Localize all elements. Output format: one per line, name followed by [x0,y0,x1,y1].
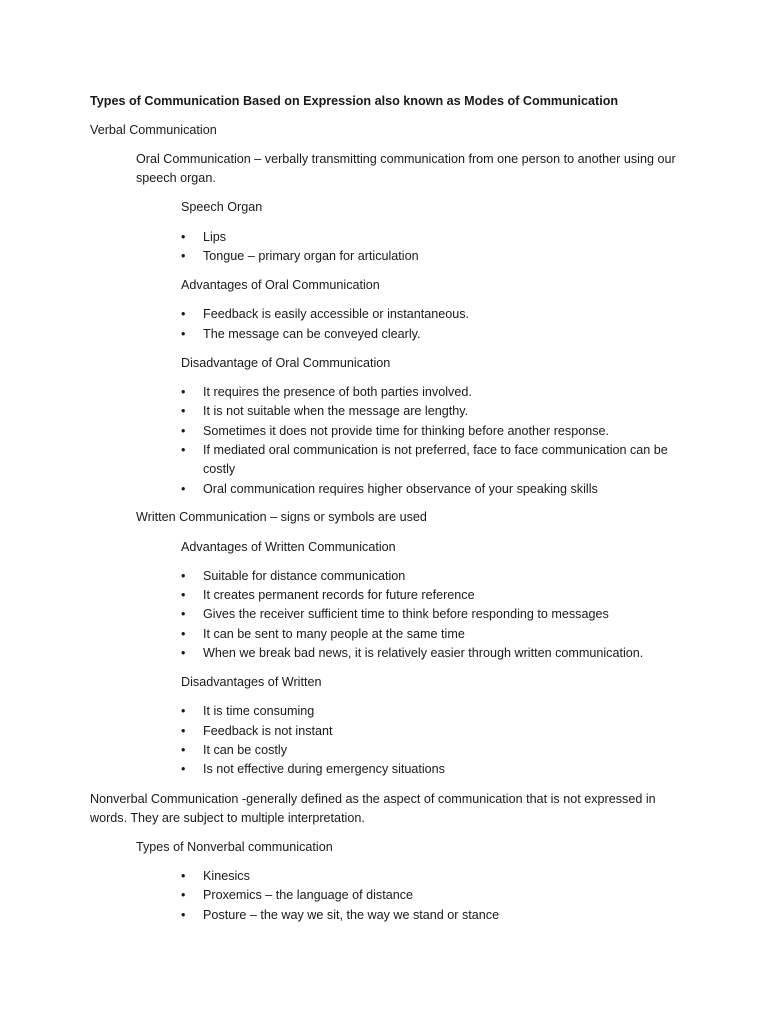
verbal-heading: Verbal Communication [90,123,217,137]
oral-definition: Oral Communication – verbally transmitting communication from one person to another using our speech organ. [136,152,676,185]
list-item: Proxemics – the language of distance [203,888,414,902]
bullet-icon: • [181,724,186,738]
list-item: It requires the presence of both parties involved. [203,385,472,399]
oral-advantages-heading: Advantages of Oral Communication [181,278,380,292]
bullet-icon: • [181,569,186,583]
bullet-icon: • [181,249,186,263]
list-item: The message can be conveyed clearly. [203,327,421,341]
bullet-icon: • [181,646,186,660]
list-item: Lips [203,230,227,244]
list-item: Posture – the way we sit, the way we stand or stance [203,908,500,922]
written-advantages-heading: Advantages of Written Communication [181,540,396,554]
written-disadvantages-heading: Disadvantages of Written [181,675,322,689]
bullet-icon: • [181,869,186,883]
bullet-icon: • [181,908,186,922]
list-item: It is not suitable when the message are lengthy. [203,404,469,418]
bullet-icon: • [181,443,186,457]
nonverbal-types-heading: Types of Nonverbal communication [136,840,333,854]
bullet-icon: • [181,888,186,902]
bullet-icon: • [181,385,186,399]
bullet-icon: • [181,704,186,718]
bullet-icon: • [181,607,186,621]
list-item: Gives the receiver sufficient time to think before responding to messages [203,607,609,621]
list-item: Feedback is not instant [203,724,333,738]
list-item: It can be costly [203,743,287,757]
bullet-icon: • [181,404,186,418]
bullet-icon: • [181,762,186,776]
list-item: Oral communication requires higher observance of your speaking skills [203,482,598,496]
list-item: It can be sent to many people at the same time [203,627,465,641]
list-item: Tongue – primary organ for articulation [203,249,419,263]
bullet-icon: • [181,424,186,438]
list-item: Suitable for distance communication [203,569,406,583]
list-item: Kinesics [203,869,250,883]
bullet-icon: • [181,230,186,244]
bullet-icon: • [181,627,186,641]
bullet-icon: • [181,327,186,341]
bullet-icon: • [181,588,186,602]
written-definition: Written Communication – signs or symbols are used [136,510,427,524]
list-item: It creates permanent records for future reference [203,588,475,602]
nonverbal-definition: Nonverbal Communication -generally defined as the aspect of communication that is not expressed in words. They are subject to multiple interpretation. [90,792,656,825]
list-item: Feedback is easily accessible or instantaneous. [203,307,470,321]
bullet-icon: • [181,307,186,321]
oral-disadvantages-heading: Disadvantage of Oral Communication [181,356,391,370]
list-item: Sometimes it does not provide time for thinking before another response. [203,424,610,438]
bullet-icon: • [181,743,186,757]
bullet-icon: • [181,482,186,496]
speech-organ-heading: Speech Organ [181,200,263,214]
document-title: Types of Communication Based on Expression also known as Modes of Communication [90,94,619,108]
list-item: It is time consuming [203,704,315,718]
list-item: Is not effective during emergency situations [203,762,445,776]
list-item: When we break bad news, it is relatively easier through written communication. [203,646,644,660]
list-item: If mediated oral communication is not preferred, face to face communication can be costly [203,443,668,476]
